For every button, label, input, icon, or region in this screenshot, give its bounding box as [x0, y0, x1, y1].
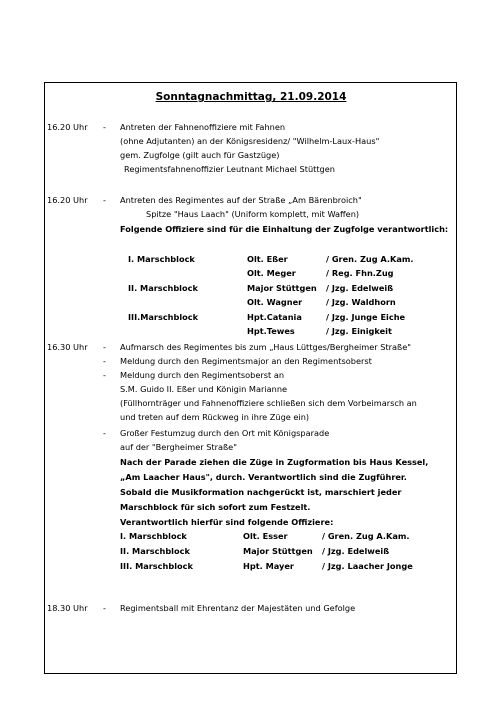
unit-cell: / Jzg. Junge Eiche	[326, 312, 406, 322]
unit-cell: / Jzg. Einigkeit	[326, 326, 392, 336]
block-cell: III. Marschblock	[120, 561, 193, 571]
entry3-line5: (Füllhornträger und Fahnenoffiziere schließen sich dem Vorbeimarsch an	[120, 398, 417, 408]
time-1: 16.20 Uhr	[47, 122, 88, 132]
block-cell: I. Marschblock	[128, 254, 195, 264]
dash-3b: -	[103, 356, 106, 366]
officer-cell: Olt. Esser	[243, 531, 288, 541]
entry3-bold3: Sobald die Musikformation nachgerückt ist, marschiert jeder	[120, 487, 402, 497]
officer-cell: Hpt. Mayer	[243, 561, 294, 571]
officer-cell: Olt. Wagner	[247, 297, 303, 307]
block-cell: II. Marschblock	[128, 283, 198, 293]
entry3-bold4: Marschblock für sich sofort zum Festzelt.	[120, 502, 311, 512]
entry1-line1: Antreten der Fahnenoffiziere mit Fahnen	[120, 122, 286, 132]
entry2-line3: Folgende Offiziere sind für die Einhaltung der Zugfolge verantwortlich:	[120, 224, 449, 234]
unit-cell: / Gren. Zug A.Kam.	[326, 254, 414, 264]
unit-cell: / Jzg. Edelweiß	[322, 546, 390, 556]
block-cell: III.Marschblock	[128, 312, 199, 322]
entry3-line2: Meldung durch den Regimentsmajor an den Regimentsoberst	[120, 356, 372, 366]
dash-2: -	[103, 195, 106, 205]
entry3-line6: und treten auf dem Rückweg in ihre Züge ein)	[120, 412, 310, 422]
officer-cell: Major Stüttgen	[247, 283, 317, 293]
time-4: 18.30 Uhr	[47, 603, 88, 613]
dash-1: -	[103, 122, 106, 132]
time-3: 16.30 Uhr	[47, 342, 88, 352]
page-title: Sonntagnachmittag, 21.09.2014	[155, 91, 347, 103]
entry2-line2: Spitze "Haus Laach" (Uniform komplett, mit Waffen)	[146, 209, 360, 219]
dash-3d: -	[103, 428, 106, 438]
officer-cell: Olt. Meger	[247, 268, 296, 278]
officer-cell: Hpt.Catania	[247, 312, 302, 322]
entry3-line8: auf der "Bergheimer Straße"	[120, 442, 237, 452]
officer-cell: Hpt.Tewes	[247, 326, 295, 336]
entry3-line7: Großer Festumzug durch den Ort mit Königsparade	[120, 428, 330, 438]
dash-3c: -	[103, 370, 106, 380]
unit-cell: / Jzg. Waldhorn	[326, 297, 396, 307]
entry3-line3: Meldung durch den Regimentsoberst an	[120, 370, 285, 380]
unit-cell: / Gren. Zug A.Kam.	[322, 531, 410, 541]
unit-cell: / Reg. Fhn.Zug	[326, 268, 394, 278]
entry3-bold2: „Am Laacher Haus", durch. Verantwortlich sind die Zugführer.	[120, 472, 407, 482]
officer-cell: Major Stüttgen	[243, 546, 313, 556]
time-2: 16.20 Uhr	[47, 195, 88, 205]
entry3-bold5: Verantwortlich hierfür sind folgende Offiziere:	[120, 517, 334, 527]
entry1-line2: (ohne Adjutanten) an der Königsresidenz/ "Wilhelm-Laux-Haus"	[120, 136, 380, 146]
entry3-line4: S.M. Guido II. Eßer und Königin Marianne	[120, 384, 288, 394]
unit-cell: / Jzg. Edelweiß	[326, 283, 394, 293]
entry4-line1: Regimentsball mit Ehrentanz der Majestäten und Gefolge	[120, 603, 356, 613]
dash-3: -	[103, 342, 106, 352]
block-cell: II. Marschblock	[120, 546, 190, 556]
officer-cell: Olt. Eßer	[247, 254, 288, 264]
entry3-bold1: Nach der Parade ziehen die Züge in Zugformation bis Haus Kessel,	[120, 457, 429, 467]
entry1-line3: gem. Zugfolge (gilt auch für Gastzüge)	[120, 150, 280, 160]
block-cell: I. Marschblock	[120, 531, 187, 541]
entry3-line1: Aufmarsch des Regimentes bis zum „Haus Lüttges/Bergheimer Straße"	[120, 342, 412, 352]
entry1-line4: Regimentsfahnenoffizier Leutnant Michael Stüttgen	[124, 164, 335, 174]
entry2-line1: Antreten des Regimentes auf der Straße „Am Bärenbroich"	[120, 195, 362, 205]
unit-cell: / Jzg. Laacher Jonge	[322, 561, 413, 571]
dash-4: -	[103, 603, 106, 613]
